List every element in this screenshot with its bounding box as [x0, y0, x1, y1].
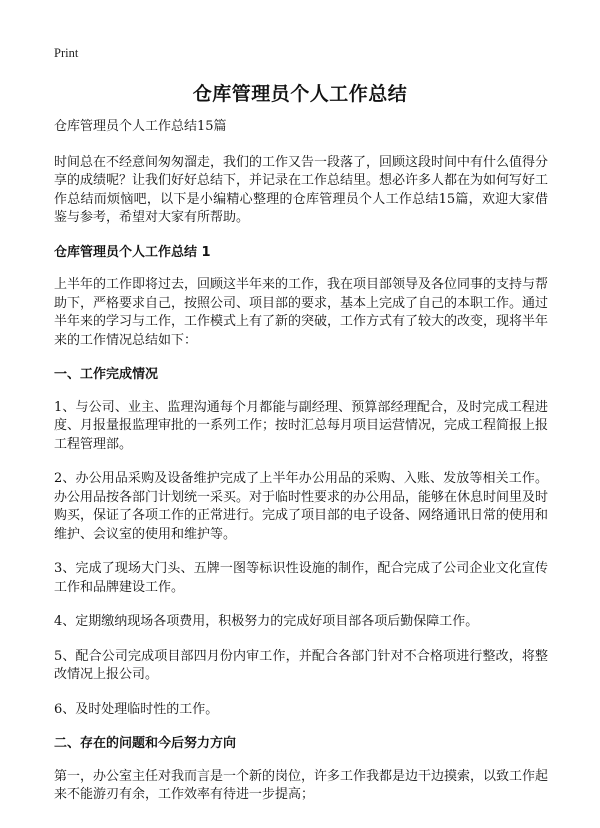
- list-item: 5、配合公司完成项目部四月份内审工作，并配合各部门针对不合格项进行整改，将整改情况上报公司。: [54, 648, 548, 682]
- article-intro-paragraph: 上半年的工作即将过去，回顾这半年来的工作，我在项目部领导及各位同事的支持与帮助下，严格要求自己，按照公司、项目部的要求，基本上完成了自己的本职工作。通过半年来的学习与工作，工作模式上有了新的突破，工作方式有了较大的改变，现将半年来的工作情况总结如下：: [54, 277, 549, 348]
- article-subtitle: 仓库管理员个人工作总结15篇: [54, 119, 227, 134]
- intro-paragraph: 时间总在不经意间匆匆溜走，我们的工作又告一段落了，回顾这段时间中有什么值得分享的成绩呢？让我们好好总结下，并记录在工作总结里。想必许多人都在为如何写好工作总结而烦恼吧，以下是小编精心整理的仓库管理员个人工作总结15篇，欢迎大家借鉴与参考，希望对大家有所帮助。: [54, 154, 549, 225]
- section-heading-problems: 二、存在的问题和今后努力方向: [54, 736, 237, 751]
- list-item: 1、与公司、业主、监理沟通每个月都能与副经理、预算部经理配合，及时完成工程进度、月报量报监理审批的一系列工作；按时汇总每月项目运营情况，完成工程简报上报工程管理部。: [54, 399, 549, 452]
- section-heading-work-completion: 一、工作完成情况: [54, 367, 159, 382]
- list-item: 4、定期缴纳现场各项费用，积极努力的完成好项目部各项后勤保障工作。: [54, 614, 479, 629]
- list-item: 6、及时处理临时性的工作。: [54, 701, 219, 717]
- article-heading: 仓库管理员个人工作总结 1: [54, 244, 211, 260]
- list-item: 第一，办公室主任对我而言是一个新的岗位，许多工作我都是边干边摸索，以致工作起来不能游刃有余，工作效率有待进一步提高；: [54, 768, 549, 802]
- print-link[interactable]: Print: [54, 46, 79, 60]
- page-title: 仓库管理员个人工作总结: [192, 83, 408, 105]
- article-body: [54, 118, 548, 821]
- list-item: 3、完成了现场大门头、五牌一图等标识性设施的制作，配合完成了公司企业文化宣传工作和品牌建设工作。: [54, 561, 548, 595]
- list-item: 2、办公用品采购及设备维护完成了上半年办公用品的采购、入账、发放等相关工作。办公用品按各部门计划统一采买。对于临时性要求的办公用品，能够在休息时间里及时购买，保证了各项工作的正常进行。完成了项目部的电子设备、网络通讯日常的使用和维护、会议室的使用和维护等。: [54, 471, 549, 542]
